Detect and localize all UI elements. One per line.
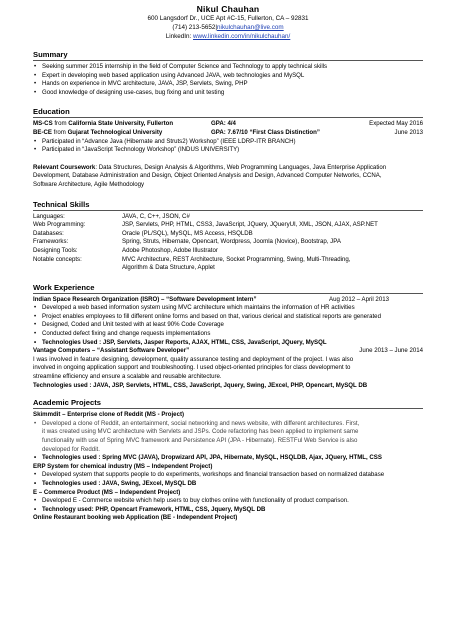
- resume-header: [33, 4, 423, 41]
- list-item: • Technologies used : Spring MVC (JAVA), Dropwizard API, JPA, Hibernate, MySQL, HSQLDB, Ajax, JQuery, HTML, CSS: [33, 454, 423, 463]
- section-divider: [33, 210, 423, 211]
- degree-row: [33, 120, 423, 129]
- project-text: it was created using MVC architecture with Servlets and JSPs. Code refactoring has been applied to implement same: [42, 428, 359, 436]
- section-divider: [33, 293, 423, 294]
- gpa: GPA: 7.67/10 “First Class Distinction”: [211, 128, 320, 136]
- skills-heading: Technical Skills: [33, 199, 90, 209]
- job-title: Vantage Computers – “Assistant Software Developer”: [33, 347, 190, 355]
- list-item: • Designed, Coded and Unit tested with at least 90% Code Coverage: [33, 321, 423, 330]
- project-details: [33, 454, 423, 463]
- list-item: • Expert in developing web based application using Advanced JAVA, web technologies and MySQL: [33, 72, 423, 81]
- job-date: Aug 2012 – April 2013: [329, 295, 389, 303]
- list-item: • Developed a clone of Reddit, an entertainment, social networking and news website, with different architectures. First,: [33, 420, 423, 429]
- section-divider: [33, 408, 423, 409]
- skill-value: MVC Architecture, REST Architecture, Socket Programming, Swing, Multi-Threading,: [122, 255, 351, 263]
- degree-from: from: [53, 128, 66, 136]
- section-divider: [33, 117, 423, 118]
- job-description: involved in ongoing application support and troubleshooting. I used object-oriented principles for class development to: [33, 364, 351, 372]
- skill-row: [33, 264, 423, 273]
- skill-row: [33, 213, 423, 222]
- degree-date: Expected May 2016: [369, 120, 423, 128]
- list-item: • Good knowledge of designing use-cases, bug fixing and unit testing: [33, 89, 423, 98]
- project-title: ERP System for chemical industry (MS – Independent Project): [33, 462, 213, 470]
- project-title: Skimmdit – Enterprise clone of Reddit (MS - Project): [33, 411, 185, 419]
- skill-value: Oracle (PL/SQL), MySQL, MS Access, HSQLDB: [122, 229, 253, 237]
- list-item: • Hands on experience in MVC architecture, JAVA, JSP, Servlets, Swing, PHP: [33, 80, 423, 89]
- job-description: I was involved in feature designing, development, quality assurance testing and deployment of the project. I was also: [33, 355, 354, 363]
- list-item: • Participated in “JavaScript Technology Workshop” (INDUS UNIVERSITY): [33, 146, 423, 155]
- projects-heading: Academic Projects: [33, 398, 101, 408]
- degree-name: MS-CS: [33, 120, 53, 128]
- coursework-text: : Data Structures, Design Analysis & Algorithms, Web Programming Languages, Java Enterprise Application: [95, 163, 387, 171]
- linkedin-line: [33, 32, 423, 41]
- list-item: • Participated in “Advance Java (Hibernate and Struts2) Workshop” (IEEE LDRP-ITR BRANCH): [33, 138, 423, 147]
- skill-key: Databases:: [33, 229, 64, 237]
- list-item: • Developed E - Commerce website which help users to buy clothes online with functionality of product comparison.: [33, 497, 423, 506]
- skill-key: [33, 264, 122, 273]
- education-section: [33, 107, 423, 189]
- skill-row: [33, 256, 423, 265]
- linkedin-link[interactable]: www.linkedin.com/in/nikulchauhan/: [193, 33, 291, 40]
- summary-section: [33, 50, 423, 97]
- project-text: functionality with use of Spring MVC framework and Persistence API (JPA - Hibernate). RESTFul Web Service is also: [42, 437, 358, 444]
- list-item: • Project enables employees to fill different online forms and based on that, various clerical and statistical reports are generated: [33, 313, 423, 322]
- linkedin-label: LinkedIn:: [165, 33, 192, 40]
- job-duties: [33, 304, 423, 347]
- list-item: • Developed system that supports people to do experiments, workshops and financial transaction based on normalized database: [33, 471, 423, 480]
- summary-heading: Summary: [33, 50, 68, 59]
- skill-row: [33, 230, 423, 239]
- projects-section: [33, 398, 423, 523]
- job-technologies: Technologies used : JAVA, JSP, Servlets, HTML, CSS, JavaScript, Jquery, Swing, JExcel, PHP, Opencart, MySQL DB: [33, 381, 368, 389]
- degree-name: BE-CE: [33, 128, 52, 136]
- email-link[interactable]: nikulchauhan@live.com: [217, 24, 284, 31]
- school-name: Gujarat Technological University: [67, 128, 163, 136]
- project-details: [33, 497, 423, 514]
- job-description: streamline efficiency and ensure a scalable and reusable architecture.: [33, 373, 222, 381]
- skill-row: [33, 221, 423, 230]
- skill-row: [33, 247, 423, 256]
- education-heading: Education: [33, 107, 70, 117]
- degree-date: June 2013: [394, 128, 423, 136]
- job-header: [33, 347, 423, 356]
- project-details: [33, 420, 423, 429]
- skill-value: Adobe Photoshop, Adobe Illustrator: [122, 246, 218, 254]
- workshop-list: [33, 138, 423, 155]
- skill-row: [33, 238, 423, 247]
- degree-row: [33, 129, 423, 138]
- resume-page: [0, 4, 453, 644]
- coursework-text: Development, Database Administration and Design, Object Oriented Analysis and Design, Advanced Computer Networks, CCNA,: [33, 172, 382, 180]
- skill-value: Algorithm & Data Structure, Applet: [122, 264, 215, 272]
- project-title: Online Restaurant booking web Application (BE - Independent Project): [33, 514, 238, 522]
- skills-section: [33, 200, 423, 273]
- list-item: • Technologies used : JAVA, Swing, JExcel, MySQL DB: [33, 480, 423, 489]
- candidate-name: Nikul Chauhan: [196, 4, 260, 14]
- summary-list: [33, 63, 423, 97]
- project-title: E – Commerce Product (MS – Independent Project): [33, 488, 181, 496]
- job-date: June 2013 – June 2014: [359, 347, 423, 355]
- phone: (714) 213-5652: [172, 24, 216, 31]
- school-name: California State University, Fullerton: [68, 120, 174, 128]
- skill-value: Spring, Struts, Hibernate, Opencart, Wordpress, Joomla (Novice), Bootstrap, JPA: [122, 238, 341, 246]
- list-item: • Seeking summer 2015 internship in the field of Computer Science and Technology to apply technical skills: [33, 63, 423, 72]
- list-item: • Technologies Used : JSP, Servlets, Jasper Reports, AJAX, HTML, CSS, JavaScript, JQuery, MySQL: [33, 339, 423, 348]
- list-item: • Conducted defect fixing and change requests implementations: [33, 330, 423, 339]
- gpa: GPA: 4/4: [211, 120, 236, 128]
- skill-key: Web Programming:: [33, 221, 86, 229]
- skill-key: Designing Tools:: [33, 246, 78, 254]
- coursework: [33, 164, 423, 190]
- section-divider: [33, 60, 423, 61]
- contact-line: (714) 213-5652|nikulchauhan@live.com: [172, 24, 284, 31]
- skill-key: Frameworks:: [33, 238, 69, 246]
- experience-heading: Work Experience: [33, 282, 95, 292]
- coursework-label: Relevant Coursework: [33, 163, 96, 171]
- address: 600 Langsdorf Dr., UCE Apt #C-15, Fullerton, CA – 92831: [147, 15, 309, 22]
- job-title: Indian Space Research Organization (ISRO) – “Software Development Intern”: [33, 295, 257, 303]
- experience-section: [33, 283, 423, 391]
- skill-value: JSP, Servlets, PHP, HTML, CSS3, JavaScript, JQuery, JQueryUI, XML, JSON, AJAX, ASP.NET: [122, 221, 378, 229]
- skill-key: Notable concepts:: [33, 255, 82, 263]
- project-details: [33, 471, 423, 488]
- skill-value: JAVA, C, C++, JSON, C#: [122, 212, 190, 220]
- skill-key: Languages:: [33, 212, 65, 220]
- project-text: developed for Reddit.: [42, 445, 100, 453]
- job-header: [33, 296, 423, 305]
- list-item: • Technology used: PHP, Opencart Framework, HTML, CSS, Jquery, MySQL DB: [33, 506, 423, 515]
- coursework-text: Software Architecture, Agile Methodology: [33, 180, 145, 188]
- list-item: • Developed a web based information system using MVC architecture which maintains the information of HR activities: [33, 304, 423, 313]
- degree-from: from: [54, 120, 67, 128]
